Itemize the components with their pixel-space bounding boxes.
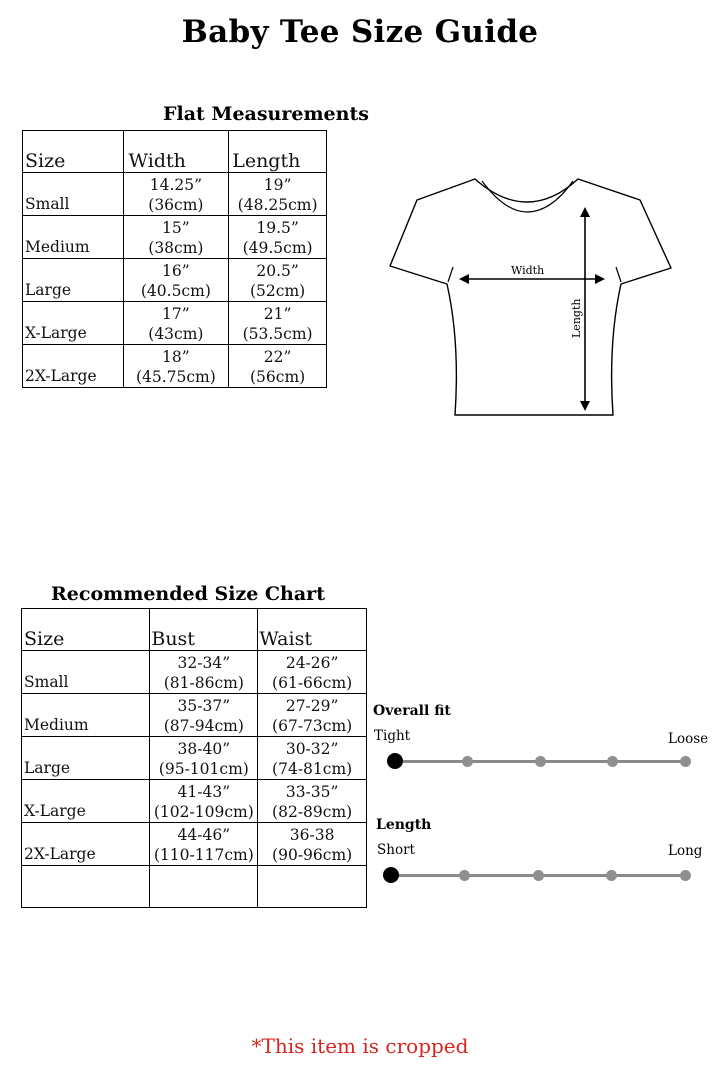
bust-cm: (102-109cm) — [153, 803, 254, 821]
overall-fit-selected-marker — [387, 753, 403, 769]
waist-cm: (82-89cm) — [272, 803, 353, 821]
bust-cell — [150, 823, 258, 866]
length-inches: 21” — [263, 305, 292, 323]
table-row — [22, 651, 367, 694]
size-cell: Medium — [22, 694, 150, 737]
waist-cm: (61-66cm) — [272, 674, 353, 692]
length-cell — [229, 345, 327, 388]
table-row — [22, 737, 367, 780]
width-inches: 17” — [162, 305, 190, 323]
length-inches: 20.5” — [256, 262, 299, 280]
length-cm: (56cm) — [250, 368, 306, 386]
empty-cell — [150, 866, 258, 908]
table-row — [23, 173, 327, 216]
width-cm: (36cm) — [148, 196, 204, 214]
waist-cell — [258, 694, 367, 737]
length-cell — [229, 259, 327, 302]
table-header-row — [23, 131, 327, 173]
length-cm: (52cm) — [250, 282, 306, 300]
width-cm: (40.5cm) — [140, 282, 211, 300]
waist-inches: 27-29” — [285, 697, 339, 715]
bust-cm: (81-86cm) — [163, 674, 244, 692]
length-scale — [383, 866, 693, 884]
width-cell — [123, 302, 229, 345]
recommended-chart-title: Recommended Size Chart — [51, 583, 325, 605]
tshirt-diagram — [385, 170, 685, 435]
waist-cell — [258, 651, 367, 694]
empty-row — [22, 866, 367, 908]
width-cell — [123, 216, 229, 259]
overall-fit-title: Overall fit — [373, 703, 451, 719]
waist-inches: 33-35” — [285, 783, 339, 801]
length-cell — [229, 216, 327, 259]
empty-cell — [22, 866, 150, 908]
header-bust: Bust — [150, 609, 258, 651]
waist-cell — [258, 780, 367, 823]
overall-fit-step-marker — [680, 756, 691, 767]
bust-cm: (95-101cm) — [158, 760, 249, 778]
length-min-label: Short — [377, 842, 415, 858]
size-cell: 2X-Large — [22, 823, 150, 866]
table-row — [23, 345, 327, 388]
header-width: Width — [123, 131, 229, 173]
length-step-marker — [606, 870, 617, 881]
header-size: Size — [22, 609, 150, 651]
table-row — [23, 302, 327, 345]
header-size: Size — [23, 131, 124, 173]
header-length: Length — [229, 131, 327, 173]
recommended-size-table — [21, 608, 367, 908]
length-inches: 19” — [263, 176, 292, 194]
size-cell: Large — [22, 737, 150, 780]
waist-inches: 36-38 — [289, 826, 335, 844]
waist-cm: (74-81cm) — [272, 760, 353, 778]
table-row — [23, 216, 327, 259]
length-inches: 19.5” — [256, 219, 299, 237]
size-cell: Small — [22, 651, 150, 694]
size-cell: X-Large — [23, 302, 124, 345]
length-selected-marker — [383, 867, 399, 883]
width-cell — [123, 345, 229, 388]
width-inches: 18” — [162, 348, 190, 366]
length-step-marker — [680, 870, 691, 881]
bust-inches: 41-43” — [177, 783, 231, 801]
empty-cell — [258, 866, 367, 908]
bust-cell — [150, 694, 258, 737]
bust-inches: 35-37” — [177, 697, 231, 715]
length-cell — [229, 173, 327, 216]
table-row — [22, 780, 367, 823]
length-cm: (48.25cm) — [237, 196, 318, 214]
width-cell — [123, 259, 229, 302]
waist-cm: (67-73cm) — [272, 717, 353, 735]
overall-fit-max-label: Loose — [668, 731, 709, 747]
waist-cell — [258, 823, 367, 866]
width-inches: 16” — [162, 262, 190, 280]
length-title: Length — [376, 817, 432, 833]
size-cell: X-Large — [22, 780, 150, 823]
width-cm: (38cm) — [148, 239, 204, 257]
flat-measurements-title: Flat Measurements — [163, 103, 369, 125]
bust-cell — [150, 780, 258, 823]
flat-measurements-table — [22, 130, 327, 388]
size-cell: Medium — [23, 216, 124, 259]
width-cell — [123, 173, 229, 216]
waist-cm: (90-96cm) — [272, 846, 353, 864]
width-cm: (45.75cm) — [135, 368, 216, 386]
width-cm: (43cm) — [148, 325, 204, 343]
bust-cm: (87-94cm) — [163, 717, 244, 735]
cropped-note: *This item is cropped — [251, 1034, 469, 1058]
size-cell: Large — [23, 259, 124, 302]
overall-fit-step-marker — [535, 756, 546, 767]
bust-inches: 44-46” — [177, 826, 231, 844]
length-cm: (49.5cm) — [242, 239, 313, 257]
table-header-row — [22, 609, 367, 651]
bust-cm: (110-117cm) — [153, 846, 254, 864]
header-waist: Waist — [258, 609, 367, 651]
size-cell: 2X-Large — [23, 345, 124, 388]
page-title: Baby Tee Size Guide — [181, 14, 539, 50]
table-row — [22, 694, 367, 737]
width-inches: 15” — [162, 219, 190, 237]
length-step-marker — [533, 870, 544, 881]
waist-inches: 24-26” — [285, 654, 339, 672]
bust-inches: 32-34” — [177, 654, 231, 672]
length-cell — [229, 302, 327, 345]
size-cell: Small — [23, 173, 124, 216]
length-label: Length — [570, 298, 583, 338]
overall-fit-scale — [387, 752, 693, 770]
overall-fit-min-label: Tight — [374, 728, 411, 744]
waist-inches: 30-32” — [285, 740, 339, 758]
length-max-label: Long — [668, 843, 703, 859]
table-row — [23, 259, 327, 302]
bust-inches: 38-40” — [177, 740, 231, 758]
overall-fit-step-marker — [607, 756, 618, 767]
bust-cell — [150, 737, 258, 780]
length-step-marker — [459, 870, 470, 881]
width-label: Width — [511, 264, 545, 277]
length-cm: (53.5cm) — [242, 325, 313, 343]
bust-cell — [150, 651, 258, 694]
width-inches: 14.25” — [149, 176, 203, 194]
length-inches: 22” — [263, 348, 292, 366]
overall-fit-step-marker — [462, 756, 473, 767]
table-row — [22, 823, 367, 866]
waist-cell — [258, 737, 367, 780]
